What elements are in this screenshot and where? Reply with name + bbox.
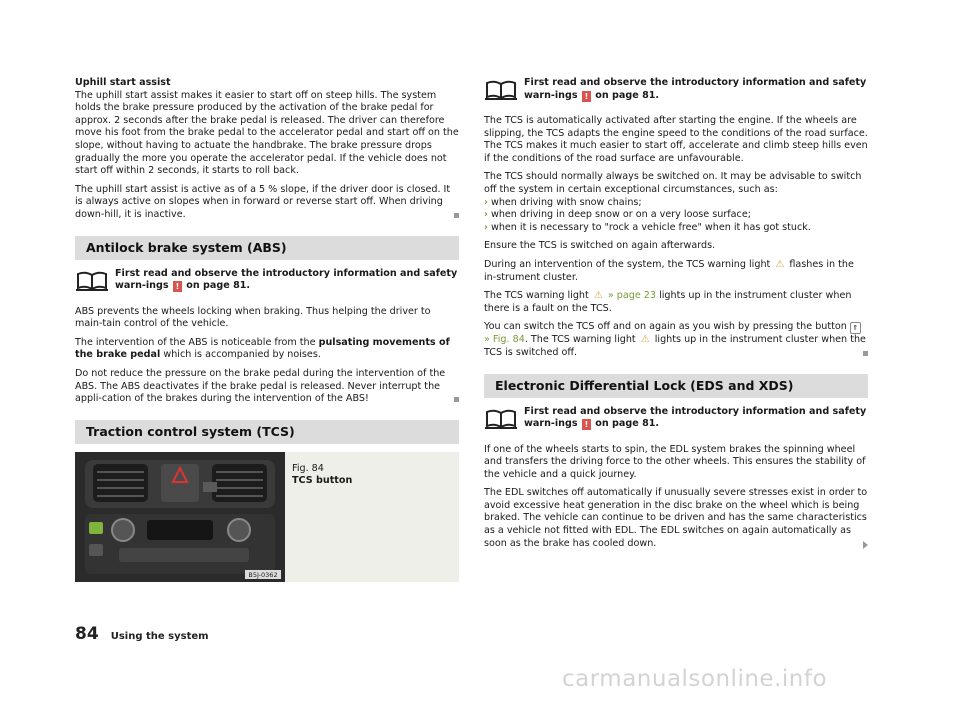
list-item: › when driving with snow chains; bbox=[484, 196, 642, 208]
figure-title: TCS button bbox=[292, 475, 353, 487]
eds-section-title: Electronic Differential Lock (EDS and XDS) bbox=[484, 374, 868, 398]
uphill-paragraph-2: The uphill start assist is active as of a 5 % slope, if the driver door is closed. It is always active on slopes when in forward or reverse start off. When driving down-hill, it is inactive. bbox=[75, 184, 459, 222]
warning-icon: ! bbox=[582, 419, 591, 430]
open-book-icon bbox=[76, 270, 108, 292]
abs-safety-note: First read and observe the introductory information and safety warn-ings ! on page 81. bbox=[75, 268, 459, 298]
list-item: › when driving in deep snow or on a very loose surface; bbox=[484, 209, 751, 221]
chevron-right-icon: › bbox=[484, 221, 488, 233]
tcs-button-photo bbox=[75, 452, 285, 582]
tcs-paragraph-2: The TCS should normally always be switched on. It may be advisable to switch off the system in certain exceptional circumstances, such as: bbox=[484, 171, 862, 195]
abs-paragraph-3: Do not reduce the pressure on the brake pedal during the intervention of the ABS. The ABS deactivates if the brake pedal is released. Never interrupt the appli-cation of the brakes during the intervention of the ABS! bbox=[75, 368, 459, 406]
uphill-heading: Uphill start assist bbox=[75, 77, 171, 88]
tcs-warning-light-icon: ⚠ bbox=[640, 334, 650, 346]
page-footer bbox=[75, 624, 209, 644]
left-column bbox=[75, 77, 459, 582]
section-end-square bbox=[454, 213, 459, 218]
chevron-right-icon: › bbox=[484, 196, 488, 208]
photo-code: B5J-0362 bbox=[248, 570, 278, 579]
tcs-bullet-list bbox=[484, 197, 868, 235]
right-column bbox=[484, 77, 868, 556]
abs-paragraph-2: The intervention of the ABS is noticeable from the pulsating movements of the brake pedal which is accompanied by noises. bbox=[75, 336, 450, 361]
uphill-paragraph-1: The uphill start assist makes it easier to start off on steep hills. The system holds the brake pressure produced by the activation of the brake pedal for approx. 2 seconds after the brake pedal is released. The driver can therefore move his foot from the brake pedal to the accelerator pedal and start off on the slope, without having to actuate the handbrake. The brake pressure drops gradually the more you operate the accelerator pedal. If the vehicle does not start off within 2 seconds, it starts to roll back. bbox=[75, 89, 459, 177]
abs-paragraph-1: ABS prevents the wheels locking when braking. Thus helping the driver to main-tain control of the vehicle. bbox=[75, 305, 431, 330]
open-book-icon bbox=[485, 79, 517, 101]
tcs-warning-light-icon: ⚠ bbox=[593, 290, 603, 302]
section-end-square bbox=[454, 397, 459, 402]
continue-arrow-icon bbox=[863, 541, 868, 549]
chevron-right-icon: › bbox=[484, 209, 488, 221]
tcs-paragraph-1: The TCS is automatically activated after starting the engine. If the wheels are slipping, the TCS adapts the engine speed to the conditions of the road surface. The TCS makes it much easier to start off, accelerate and climb steep hills even if the conditions of the road surface are unfavourable. bbox=[484, 115, 868, 164]
abs-section-title: Antilock brake system (ABS) bbox=[75, 236, 459, 260]
list-item: › when it is necessary to "rock a vehicle free" when it has got stuck. bbox=[484, 221, 811, 233]
tcs-paragraph-6: You can switch the TCS off and on again as you wish by pressing the button ⇑ » Fig. 84. The TCS warning light ⚠ lights up in the instrument cluster when the TCS is switched off. bbox=[484, 321, 868, 359]
watermark: carmanualsonline.info bbox=[562, 666, 828, 692]
footer-section-title: Using the system bbox=[110, 631, 209, 642]
figure-84 bbox=[75, 452, 459, 582]
tcs-button-icon: ⇑ bbox=[850, 322, 861, 334]
figure-label: Fig. 84 bbox=[292, 462, 324, 474]
warning-icon: ! bbox=[582, 91, 591, 102]
tcs-warning-light-icon: ⚠ bbox=[775, 258, 785, 270]
warning-icon: ! bbox=[173, 281, 182, 292]
fig-84-link[interactable]: » Fig. 84 bbox=[484, 334, 525, 346]
tcs-paragraph-3: Ensure the TCS is switched on again afterwards. bbox=[484, 240, 716, 252]
figure-caption bbox=[292, 463, 352, 488]
section-end-square bbox=[863, 351, 868, 356]
eds-paragraph-2: The EDL switches off automatically if unusually severe stresses exist in order to avoid excessive heat generation in the disc brake on the wheel which is being braked. The vehicle can continue to be driven and has the same characteristics as a vehicle not fitted with EDL. The EDL switches on again automatically as soon as the brake has cooled down. bbox=[484, 487, 868, 549]
tcs-paragraph-5: The TCS warning light ⚠ » page 23 lights up in the instrument cluster when there is a fault on the TCS. bbox=[484, 290, 852, 314]
tcs-safety-note: First read and observe the introductory information and safety warn-ings ! on page 81. bbox=[484, 77, 868, 107]
page-23-link[interactable]: » page 23 bbox=[607, 290, 656, 302]
eds-safety-note: First read and observe the introductory information and safety warn-ings ! on page 81. bbox=[484, 406, 868, 436]
eds-paragraph-1: If one of the wheels starts to spin, the EDL system brakes the spinning wheel and transfers the driving force to the other wheels. This ensures the stability of the vehicle and a quick journey. bbox=[484, 443, 866, 480]
tcs-paragraph-4: During an intervention of the system, the TCS warning light ⚠ flashes in the in-strument cluster. bbox=[484, 258, 854, 283]
tcs-section-title: Traction control system (TCS) bbox=[75, 420, 459, 444]
open-book-icon bbox=[485, 408, 517, 430]
page-number: 84 bbox=[75, 624, 99, 644]
